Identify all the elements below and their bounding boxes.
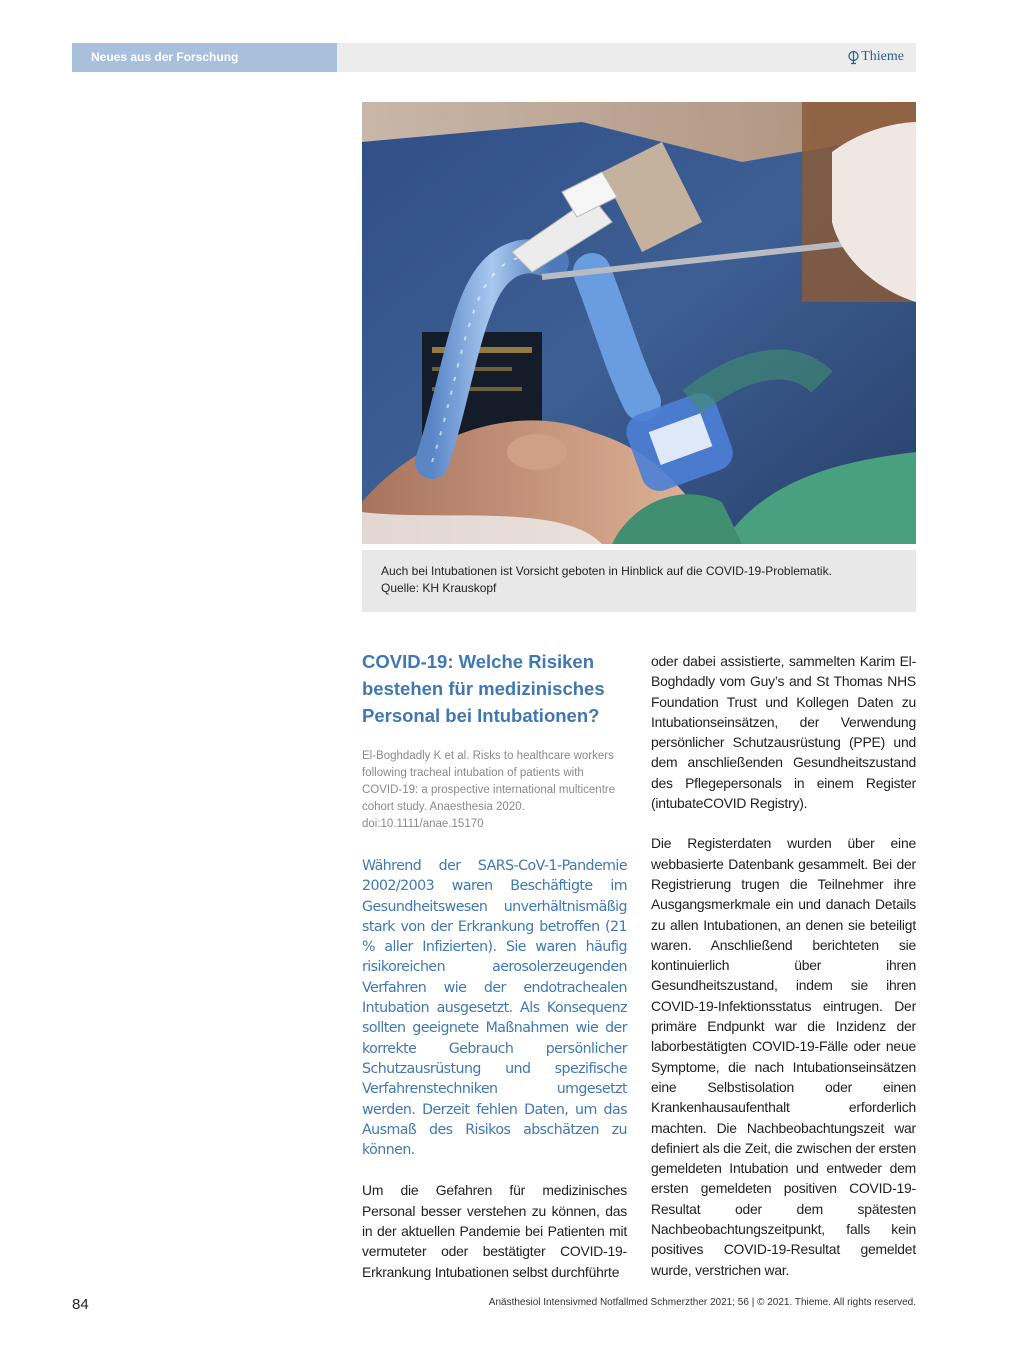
figure-caption: [362, 550, 916, 612]
article-column-right: [651, 651, 916, 1280]
article-paragraph-1: Um die Gefahren für medizinisches Personal besser verstehen zu können, das in der aktuellen Pandemie bei Patienten mit vermuteter oder bestätigter COVID-19-Erkrankung Intubationen selbst durchführte: [362, 1182, 627, 1280]
publisher-name: Thieme: [861, 49, 904, 64]
thieme-logo-icon: [848, 50, 859, 65]
article-citation: El-Boghdadly K et al. Risks to healthcare workers following tracheal intubation of patients with COVID-19: a prospective international multicentre cohort study. Anaesthesia 2020. doi:10.1111/anae.15170: [362, 750, 616, 830]
page-number: 84: [72, 1296, 89, 1313]
photo-illustration: [362, 102, 916, 544]
section-label: Neues aus der Forschung: [72, 43, 337, 72]
intubation-photo: [362, 102, 916, 544]
article-paragraph-2: Die Registerdaten wurden über eine webbasierte Datenbank gesammelt. Bei der Registrierung trugen die Teilnehmer ihre Ausgangsmerkmale ein und danach Details zu allen Intubationen, an denen sie beteiligt waren. Anschließend berichteten sie kontinuierlich über ihren Gesundheitszustand, indem sie ihren COVID-19-Infektionsstatus eintrugen. Der primäre Endpunkt war die Inzidenz der laborbestätigten COVID-19-Fälle oder neue Symptome, die nach Intubationseinsätzen eine Selbstisolation oder einen Krankenhausaufenthalt erforderlich machten. Die Nachbeobachtungszeit war definiert als die Zeit, die zwischen der ersten gemeldeten Intubation und entweder dem ersten gemeldeten positiven COVID-19-Resultat oder dem spätesten Nachbeobachtungszeitpunkt, falls kein positives COVID-19-Resultat gemeldet wurde, verstrichen war.: [651, 835, 916, 1278]
publisher-logo: [848, 49, 904, 65]
article-paragraph-1-continued: oder dabei assistierte, sammelten Karim El-Boghdadly vom Guy’s and St Thomas NHS Foundation Trust und Kollegen Daten zu Intubationseinsätzen, der Verwendung persönlicher Schutzausrüstung (PPE) und dem anschließenden Gesundheitszustand des Pflegepersonals in einem Register (intubateCOVID Registry).: [651, 653, 916, 812]
running-header: [72, 43, 916, 72]
caption-text: Auch bei Intubationen ist Vorsicht geboten in Hinblick auf die COVID-19-Problematik.: [381, 564, 832, 578]
article-title: COVID-19: Welche Risiken bestehen für medizinisches Personal bei Intubationen?: [362, 651, 605, 726]
article-lead: Während der SARS-CoV-1-Pandemie 2002/2003 waren Beschäftigte im Gesundheitswesen unverhältnismäßig stark von der Erkrankung betroffen (21 % aller Infizierten). Sie waren häufig risikoreichen aerosolerzeugenden Verfahren wie der endotrachealen Intubation ausgesetzt. Als Konsequenz sollten geeignete Maßnahmen wie der korrekte Gebrauch persönlicher Schutzausrüstung und spezifische Verfahrenstechniken umgesetzt werden. Derzeit fehlen Daten, um das Ausmaß des Risikos abschätzen zu können.: [362, 858, 627, 1159]
journal-footer: Anästhesiol Intensivmed Notfallmed Schmerzther 2021; 56 | © 2021. Thieme. All rights reserved.: [488, 1297, 916, 1308]
article-column-left: [362, 648, 627, 1282]
caption-source: Quelle: KH Krauskopf: [381, 581, 497, 595]
